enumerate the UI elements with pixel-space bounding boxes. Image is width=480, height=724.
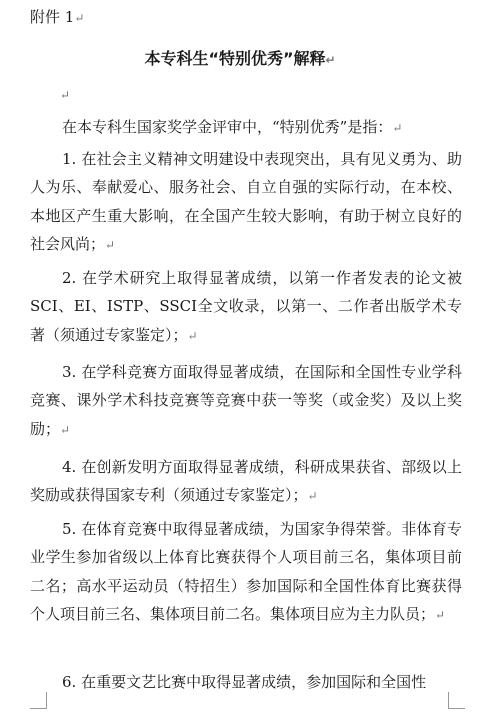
item-1-paragraph: 1. 在社会主义精神文明建设中表现突出，具有见义勇为、助人为乐、奉献爱心、服务社会、自立自强的实际行动，在本校、本地区产生重大影响，在全国产生较大影响，有助于树立良好的社会风尚；↵ (30, 150, 462, 254)
margin-corner-mark (30, 692, 47, 709)
intro-paragraph: 在本专科生国家奖学金评审中，“特别优秀”是指：↵ (62, 118, 403, 136)
paragraph-mark-icon: ↵ (105, 238, 116, 253)
paragraph-mark-icon: ↵ (60, 422, 71, 437)
attachment-label: 附件 1↵ (30, 8, 85, 26)
paragraph-mark-icon: ↵ (325, 53, 336, 67)
paragraph-mark-icon: ↵ (435, 608, 446, 623)
paragraph-mark-icon: ↵ (187, 328, 198, 343)
paragraph-mark-icon: ↵ (60, 88, 71, 102)
item-5-paragraph: 5. 在体育竞赛中取得显著成绩，为国家争得荣誉。非体育专业学生参加省级以上体育比赛获得个人项目前三名，集体项目前二名；高水平运动员（特招生）参加国际和全国性体育比赛获得个人项目前三名、集体项目前二名。集体项目应为主力队员；↵ (30, 520, 462, 624)
empty-paragraph (60, 88, 70, 103)
item-3-paragraph: 3. 在学科竞赛方面取得显著成绩，在国际和全国性专业学科竞赛、课外学术科技竞赛等竞赛中获一等奖（或金奖）及以上奖励；↵ (30, 363, 462, 438)
item-4-paragraph: 4. 在创新发明方面取得显著成绩，科研成果获省、部级以上奖励或获得国家专利（须通过专家鉴定）；↵ (30, 458, 462, 505)
paragraph-mark-icon: ↵ (74, 11, 85, 25)
item-2-paragraph: 2. 在学术研究上取得显著成绩，以第一作者发表的论文被SCI、EI、ISTP、SSCI全文收录，以第一、二作者出版学术专著（须通过专家鉴定）；↵ (30, 269, 462, 344)
document-title: 本专科生“特别优秀”解释↵ (144, 49, 336, 68)
paragraph-mark-icon: ↵ (307, 489, 318, 504)
item-6-paragraph: 6. 在重要文艺比赛中取得显著成绩，参加国际和全国性 (62, 673, 427, 691)
margin-corner-mark (448, 692, 465, 709)
paragraph-mark-icon: ↵ (392, 121, 403, 135)
